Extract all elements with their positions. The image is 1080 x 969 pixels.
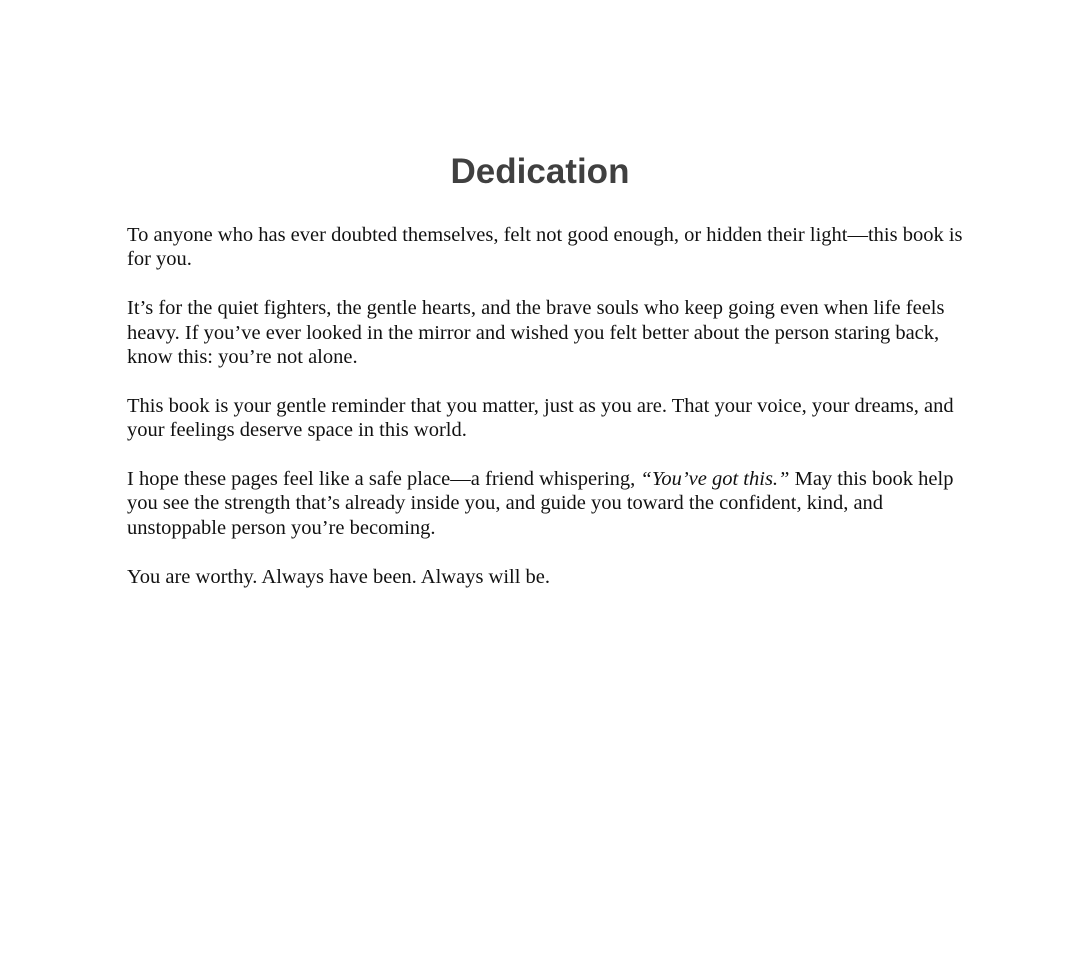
page-title: Dedication (450, 152, 630, 191)
paragraph-4-before: I hope these pages feel like a safe place—a friend whispering, (127, 468, 641, 491)
paragraph-4-after: May this book help you see the strength that’s already inside you, and guide you toward the confident, kind, and unstoppable person you’re becoming. (127, 468, 954, 539)
paragraph-4 (127, 467, 967, 540)
paragraph-4-quote: “You’ve got this.” (640, 468, 790, 491)
paragraph-1: To anyone who has ever doubted themselves, felt not good enough, or hidden their light—this book is for you. (127, 224, 963, 271)
paragraph-3: This book is your gentle reminder that you matter, just as you are. That your voice, your dreams, and your feelings deserve space in this world. (127, 394, 954, 442)
dedication-body (127, 223, 967, 589)
paragraph-5: You are worthy. Always have been. Always will be. (127, 565, 551, 588)
paragraph-2: It’s for the quiet fighters, the gentle hearts, and the brave souls who keep going even when life feels heavy. If you’ve ever looked in the mirror and wished you felt better about the person staring back, know this: you’re not alone. (127, 297, 945, 369)
